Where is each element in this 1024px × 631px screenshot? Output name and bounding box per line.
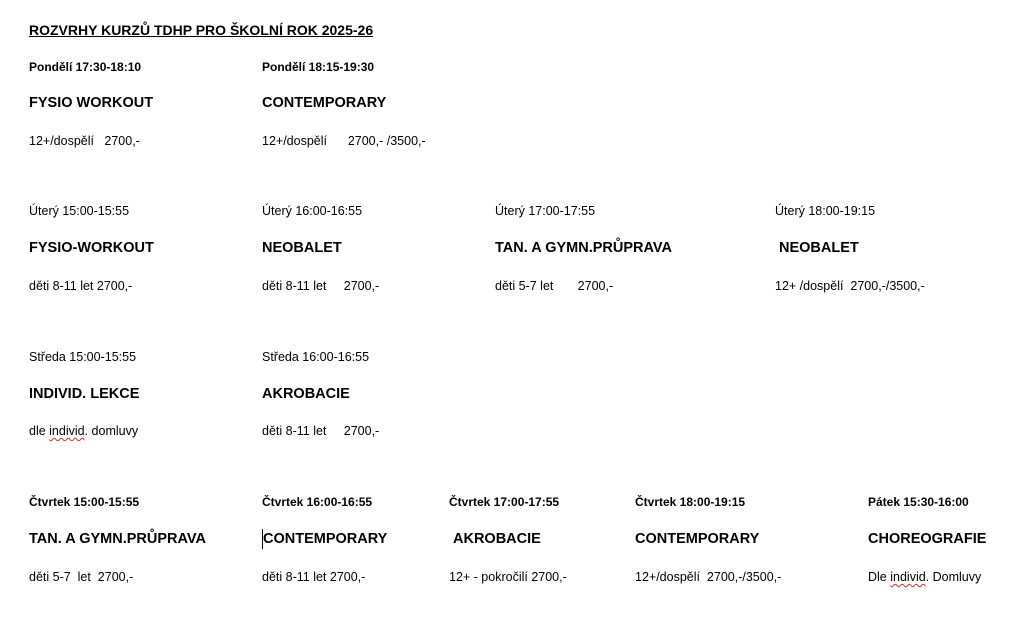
- course-time: Čtvrtek 17:00-17:55: [449, 495, 560, 509]
- course-time: Pondělí 17:30-18:10: [29, 60, 142, 74]
- course-time: Středa 15:00-15:55: [29, 350, 137, 364]
- course-name: CONTEMPORARY: [262, 95, 387, 111]
- course-time: Čtvrtek 15:00-15:55: [29, 495, 140, 509]
- course-time: Úterý 15:00-15:55: [29, 204, 130, 218]
- course-price: děti 8-11 let 2700,-: [262, 424, 380, 438]
- course-name: FYSIO-WORKOUT: [29, 240, 154, 256]
- course-name: NEOBALET: [262, 240, 342, 256]
- course-time: Pondělí 18:15-19:30: [262, 60, 375, 74]
- document-title: ROZVRHY KURZŮ TDHP PRO ŠKOLNÍ ROK 2025-26: [29, 22, 374, 38]
- course-price: 12+/dospělí 2700,- /3500,-: [262, 134, 426, 148]
- price-text: Dle: [868, 570, 891, 584]
- spellcheck-word: individ: [49, 424, 85, 438]
- course-name: AKROBACIE: [453, 531, 541, 547]
- course-name: CHOREOGRAFIE: [868, 531, 987, 547]
- course-price: 12+ /dospělí 2700,-/3500,-: [775, 279, 925, 293]
- course-price: [868, 571, 981, 584]
- course-price: děti 8-11 let 2700,-: [262, 570, 366, 584]
- course-name: CONTEMPORARY: [635, 531, 760, 547]
- course-price: děti 5-7 let 2700,-: [495, 279, 614, 293]
- course-price: děti 5-7 let 2700,-: [29, 570, 134, 584]
- course-name: NEOBALET: [779, 240, 859, 256]
- spellcheck-word: individ: [890, 570, 926, 584]
- course-name: AKROBACIE: [262, 386, 350, 402]
- course-price: děti 8-11 let 2700,-: [29, 279, 133, 293]
- course-name: TAN. A GYMN.PRŮPRAVA: [495, 240, 672, 256]
- course-time: Čtvrtek 16:00-16:55: [262, 495, 373, 509]
- course-time: Pátek 15:30-16:00: [868, 495, 969, 509]
- course-time: Úterý 18:00-19:15: [775, 204, 876, 218]
- course-time: Úterý 17:00-17:55: [495, 204, 596, 218]
- course-price: 12+/dospělí 2700,-: [29, 134, 140, 148]
- course-time: Středa 16:00-16:55: [262, 350, 370, 364]
- course-price: 12+ - pokročilí 2700,-: [449, 570, 567, 584]
- course-time: Úterý 16:00-16:55: [262, 204, 363, 218]
- course-name: FYSIO WORKOUT: [29, 95, 154, 111]
- course-time: Čtvrtek 18:00-19:15: [635, 495, 746, 509]
- course-name: TAN. A GYMN.PRŮPRAVA: [29, 531, 206, 547]
- price-text: dle: [29, 424, 50, 438]
- course-price: [29, 425, 138, 438]
- course-name: INDIVID. LEKCE: [29, 386, 140, 402]
- price-text: . Domluvy: [925, 570, 982, 584]
- price-text: . domluvy: [84, 424, 139, 438]
- course-name: CONTEMPORARY: [263, 531, 388, 547]
- course-price: 12+/dospělí 2700,-/3500,-: [635, 570, 782, 584]
- course-price: děti 8-11 let 2700,-: [262, 279, 380, 293]
